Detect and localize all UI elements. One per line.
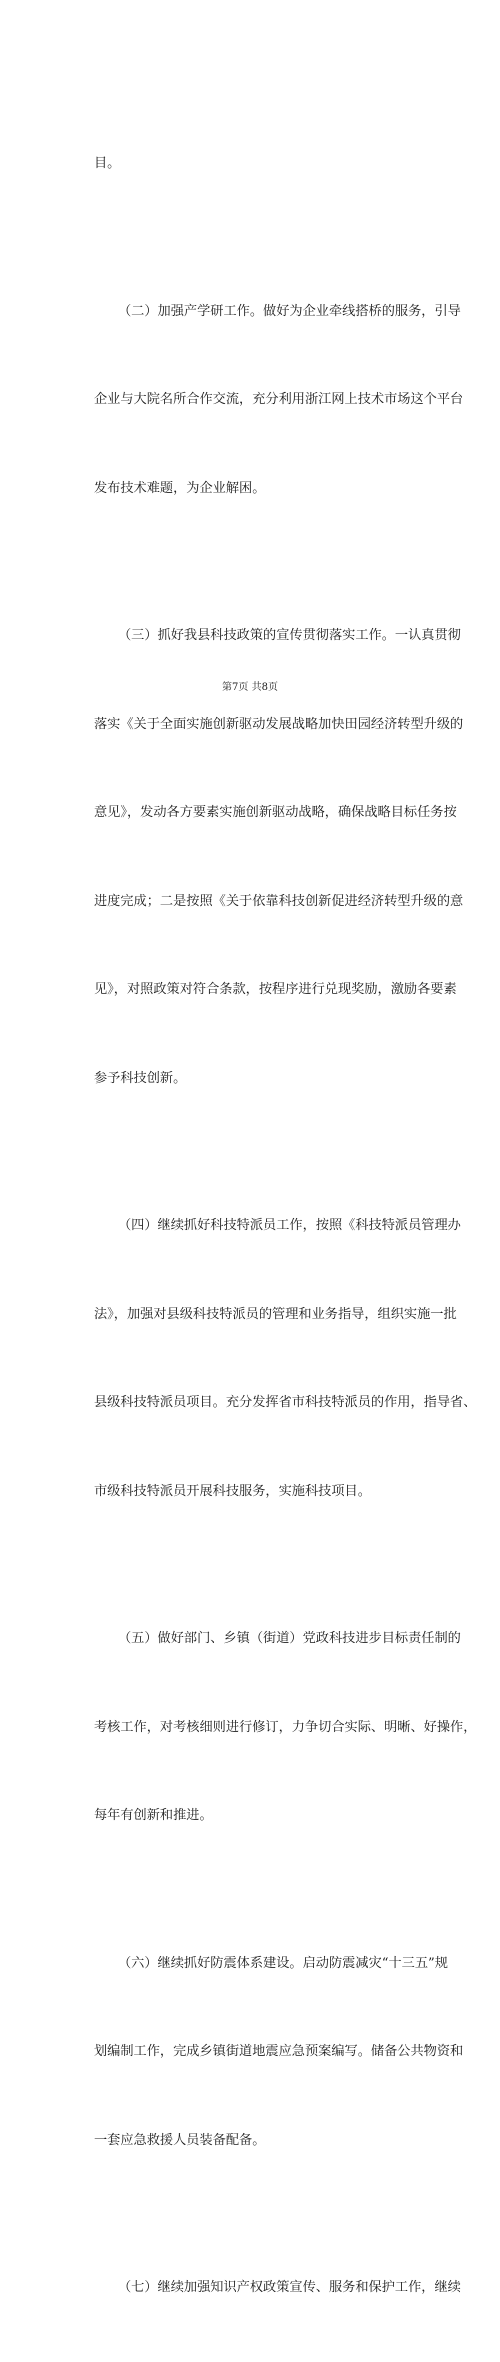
text-line: 县级科技特派员项目。充分发挥省市科技特派员的作用，指导省、	[94, 1395, 477, 1410]
page-number-footer: 第7页 共8页	[222, 682, 278, 693]
paragraph-2-industry-research	[94, 238, 464, 563]
paragraph-5-assessment	[94, 1565, 477, 1890]
text-line: （四）继续抓好科技特派员工作，按照《科技特派员管理办	[118, 1218, 461, 1233]
text-line: 考核工作，对考核细则进行修订，力争切合实际、明晰、好操作，	[94, 1719, 477, 1735]
text-line: 市级科技特派员开展科技服务，实施科技项目。	[94, 1483, 371, 1499]
text-line: 企业与大院名所合作交流，充分利用浙江网上技术市场这个平台	[94, 392, 464, 407]
text-line: 每年有创新和推进。	[94, 1808, 213, 1823]
text-line: 法》，加强对县级科技特派员的管理和业务指导，组织实施一批	[94, 1306, 457, 1322]
paragraph-continuation	[94, 90, 412, 238]
text-line: 目。	[94, 156, 121, 171]
text-line: （三）抓好我县科技政策的宣传贯彻落实工作。一认真贯彻	[118, 628, 461, 643]
paragraph-7-intellectual-property	[94, 2214, 461, 2362]
text-line: （二）加强产学研工作。做好为企业牵线搭桥的服务，引导	[118, 303, 461, 319]
paragraph-4-tech-commissioners	[94, 1152, 477, 1565]
text-line: 进度完成；二是按照《关于依靠科技创新促进经济转型升级的意	[94, 893, 464, 909]
text-line: （六）继续抓好防震体系建设。启动防震减灾“十三五”规	[118, 1955, 448, 1971]
text-line: 划编制工作，完成乡镇街道地震应急预案编写。储备公共物资和	[94, 2044, 464, 2059]
text-line: 意见》，发动各方要素实施创新驱动战略，确保战略目标任务按	[94, 805, 457, 820]
text-line: 落实《关于全面实施创新驱动发展战略加快田园经济转型升级的	[94, 716, 464, 732]
text-line: 发布技术难题，为企业解困。	[94, 480, 266, 496]
paragraph-3-policy-implementation	[94, 562, 464, 1152]
text-line: 参予科技创新。	[94, 1070, 187, 1086]
text-line: 见》，对照政策对符合条款，按程序进行兑现奖励，激励各要素	[94, 982, 457, 997]
paragraph-6-earthquake-prevention	[94, 1890, 464, 2215]
text-line: （七）继续加强知识产权政策宣传、服务和保护工作，继续	[118, 2280, 461, 2295]
text-line: 一套应急救援人员装备配备。	[94, 2132, 266, 2148]
document-body	[94, 90, 477, 2362]
text-line: （五）做好部门、乡镇（街道）党政科技进步目标责任制的	[118, 1631, 461, 1646]
